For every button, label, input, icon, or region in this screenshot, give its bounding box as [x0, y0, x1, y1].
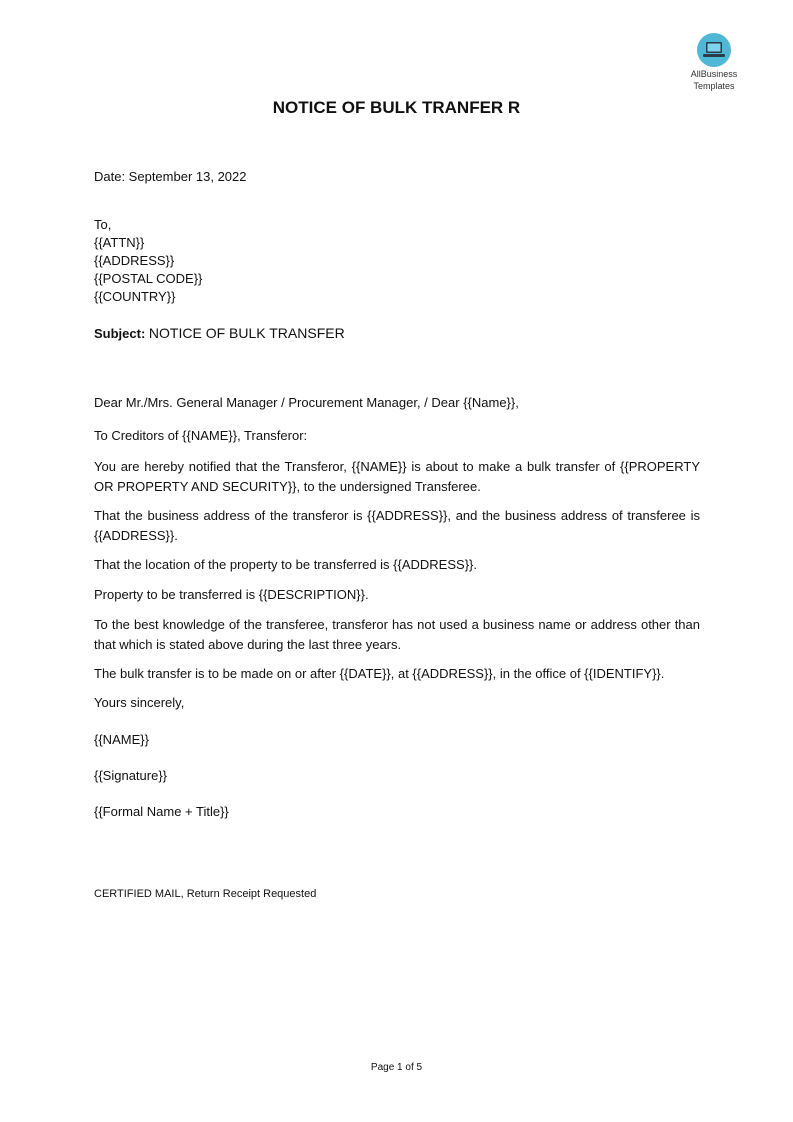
- signature-name: {{NAME}}: [94, 732, 149, 747]
- recipient-line: {{ADDRESS}}: [94, 253, 175, 268]
- document-title: NOTICE OF BULK TRANFER R: [272, 98, 521, 117]
- page-number: Page 1 of 5: [370, 1062, 423, 1073]
- closing: Yours sincerely,: [94, 695, 185, 710]
- logo-text-line2: Templates: [693, 81, 735, 91]
- subject-line: [94, 324, 700, 343]
- laptop-icon: [697, 33, 731, 67]
- paragraph: To the best knowledge of the transferee, transferor has not used a business name or address other than that which is stated above during the last three years.: [94, 617, 700, 652]
- paragraph: The bulk transfer is to be made on or after {{DATE}}, at {{ADDRESS}}, in the office of {{IDENTIFY}}.: [94, 666, 665, 681]
- paragraph: To Creditors of {{NAME}}, Transferor:: [94, 428, 308, 443]
- recipient-line: {{COUNTRY}}: [94, 289, 176, 304]
- recipient-line: {{ATTN}}: [94, 235, 145, 250]
- letter-date: Date: September 13, 2022: [94, 169, 247, 184]
- logo-text-line1: AllBusiness: [690, 69, 738, 79]
- recipient-line: To,: [94, 217, 112, 232]
- recipient-line: {{POSTAL CODE}}: [94, 271, 203, 286]
- paragraph: That the location of the property to be transferred is {{ADDRESS}}.: [94, 557, 477, 572]
- certified-mail-note: CERTIFIED MAIL, Return Receipt Requested: [94, 888, 317, 900]
- signature-title: {{Formal Name + Title}}: [94, 804, 229, 819]
- subject-value: NOTICE OF BULK TRANSFER: [148, 325, 345, 341]
- paragraph: Property to be transferred is {{DESCRIPTION}}.: [94, 587, 369, 602]
- subject-label: Subject:: [94, 326, 146, 341]
- signature-placeholder: {{Signature}}: [94, 768, 168, 783]
- brand-logo: [672, 30, 756, 91]
- paragraph: You are hereby notified that the Transferor, {{NAME}} is about to make a bulk transfer of {{PROPERTY OR PROPERTY AND SECURITY}}, to the undersigned Transferee.: [94, 459, 700, 494]
- salutation: Dear Mr./Mrs. General Manager / Procurement Manager, / Dear {{Name}},: [94, 395, 519, 410]
- paragraph: That the business address of the transferor is {{ADDRESS}}, and the business address of transferee is {{ADDRESS}}.: [94, 508, 700, 543]
